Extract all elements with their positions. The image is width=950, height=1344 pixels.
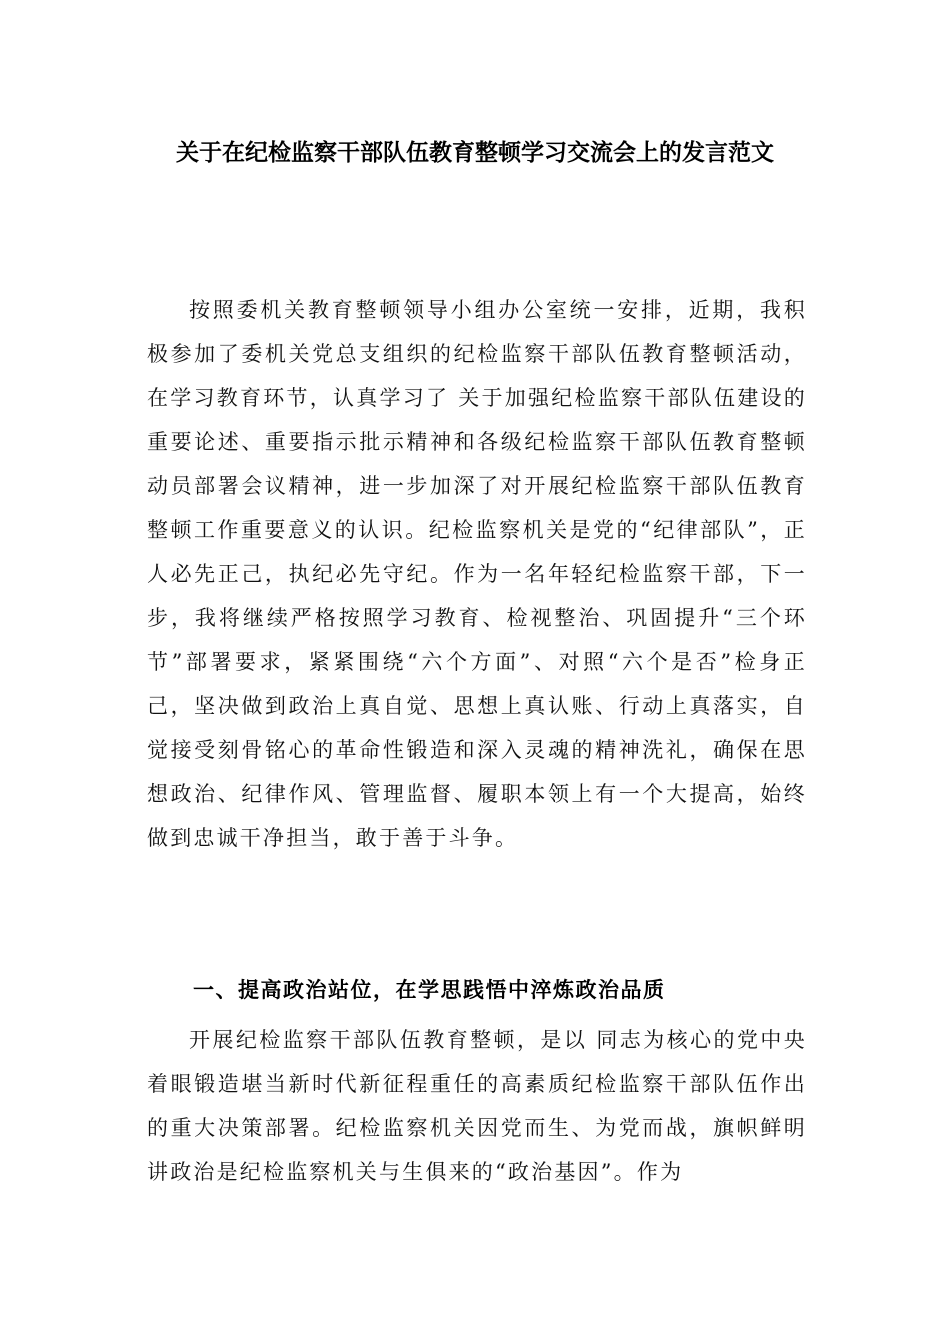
document-title: 关于在纪检监察干部队伍教育整顿学习交流会上的发言范文	[176, 140, 774, 166]
section-paragraph: 开展纪检监察干部队伍教育整顿，是以 同志为核心的党中央着眼锻造堪当新时代新征程重任的高素质纪检监察干部队伍作出的重大决策部署。纪检监察机关因党而生、为党而战，旗帜鲜明讲政治是纪检监察机关与生俱来的“政治基因”。作为	[147, 1028, 807, 1184]
intro-paragraph: 按照委机关教育整顿领导小组办公室统一安排，近期，我积极参加了委机关党总支组织的纪检监察干部队伍教育整顿活动，在学习教育环节，认真学习了 关于加强纪检监察干部队伍建设的重要论述、重要指示批示精神和各级纪检监察干部队伍教育整顿动员部署会议精神，进一步加深了对开展纪检监察干部队伍教育整顿工作重要意义的认识。纪检监察机关是党的“纪律部队”，正人必先正己，执纪必先守纪。作为一名年轻纪检监察干部，下一步，我将继续严格按照学习教育、检视整治、巩固提升“三个环节”部署要求，紧紧围绕“六个方面”、对照“六个是否”检身正己，坚决做到政治上真自觉、思想上真认账、行动上真落实，自觉接受刻骨铭心的革命性锻造和深入灵魂的精神洗礼，确保在思想政治、纪律作风、管理监督、履职本领上有一个大提高，始终做到忠诚干净担当，敢于善于斗争。	[147, 298, 807, 850]
section-heading: 一、提高政治站位，在学思践悟中淬炼政治品质	[193, 978, 666, 1002]
